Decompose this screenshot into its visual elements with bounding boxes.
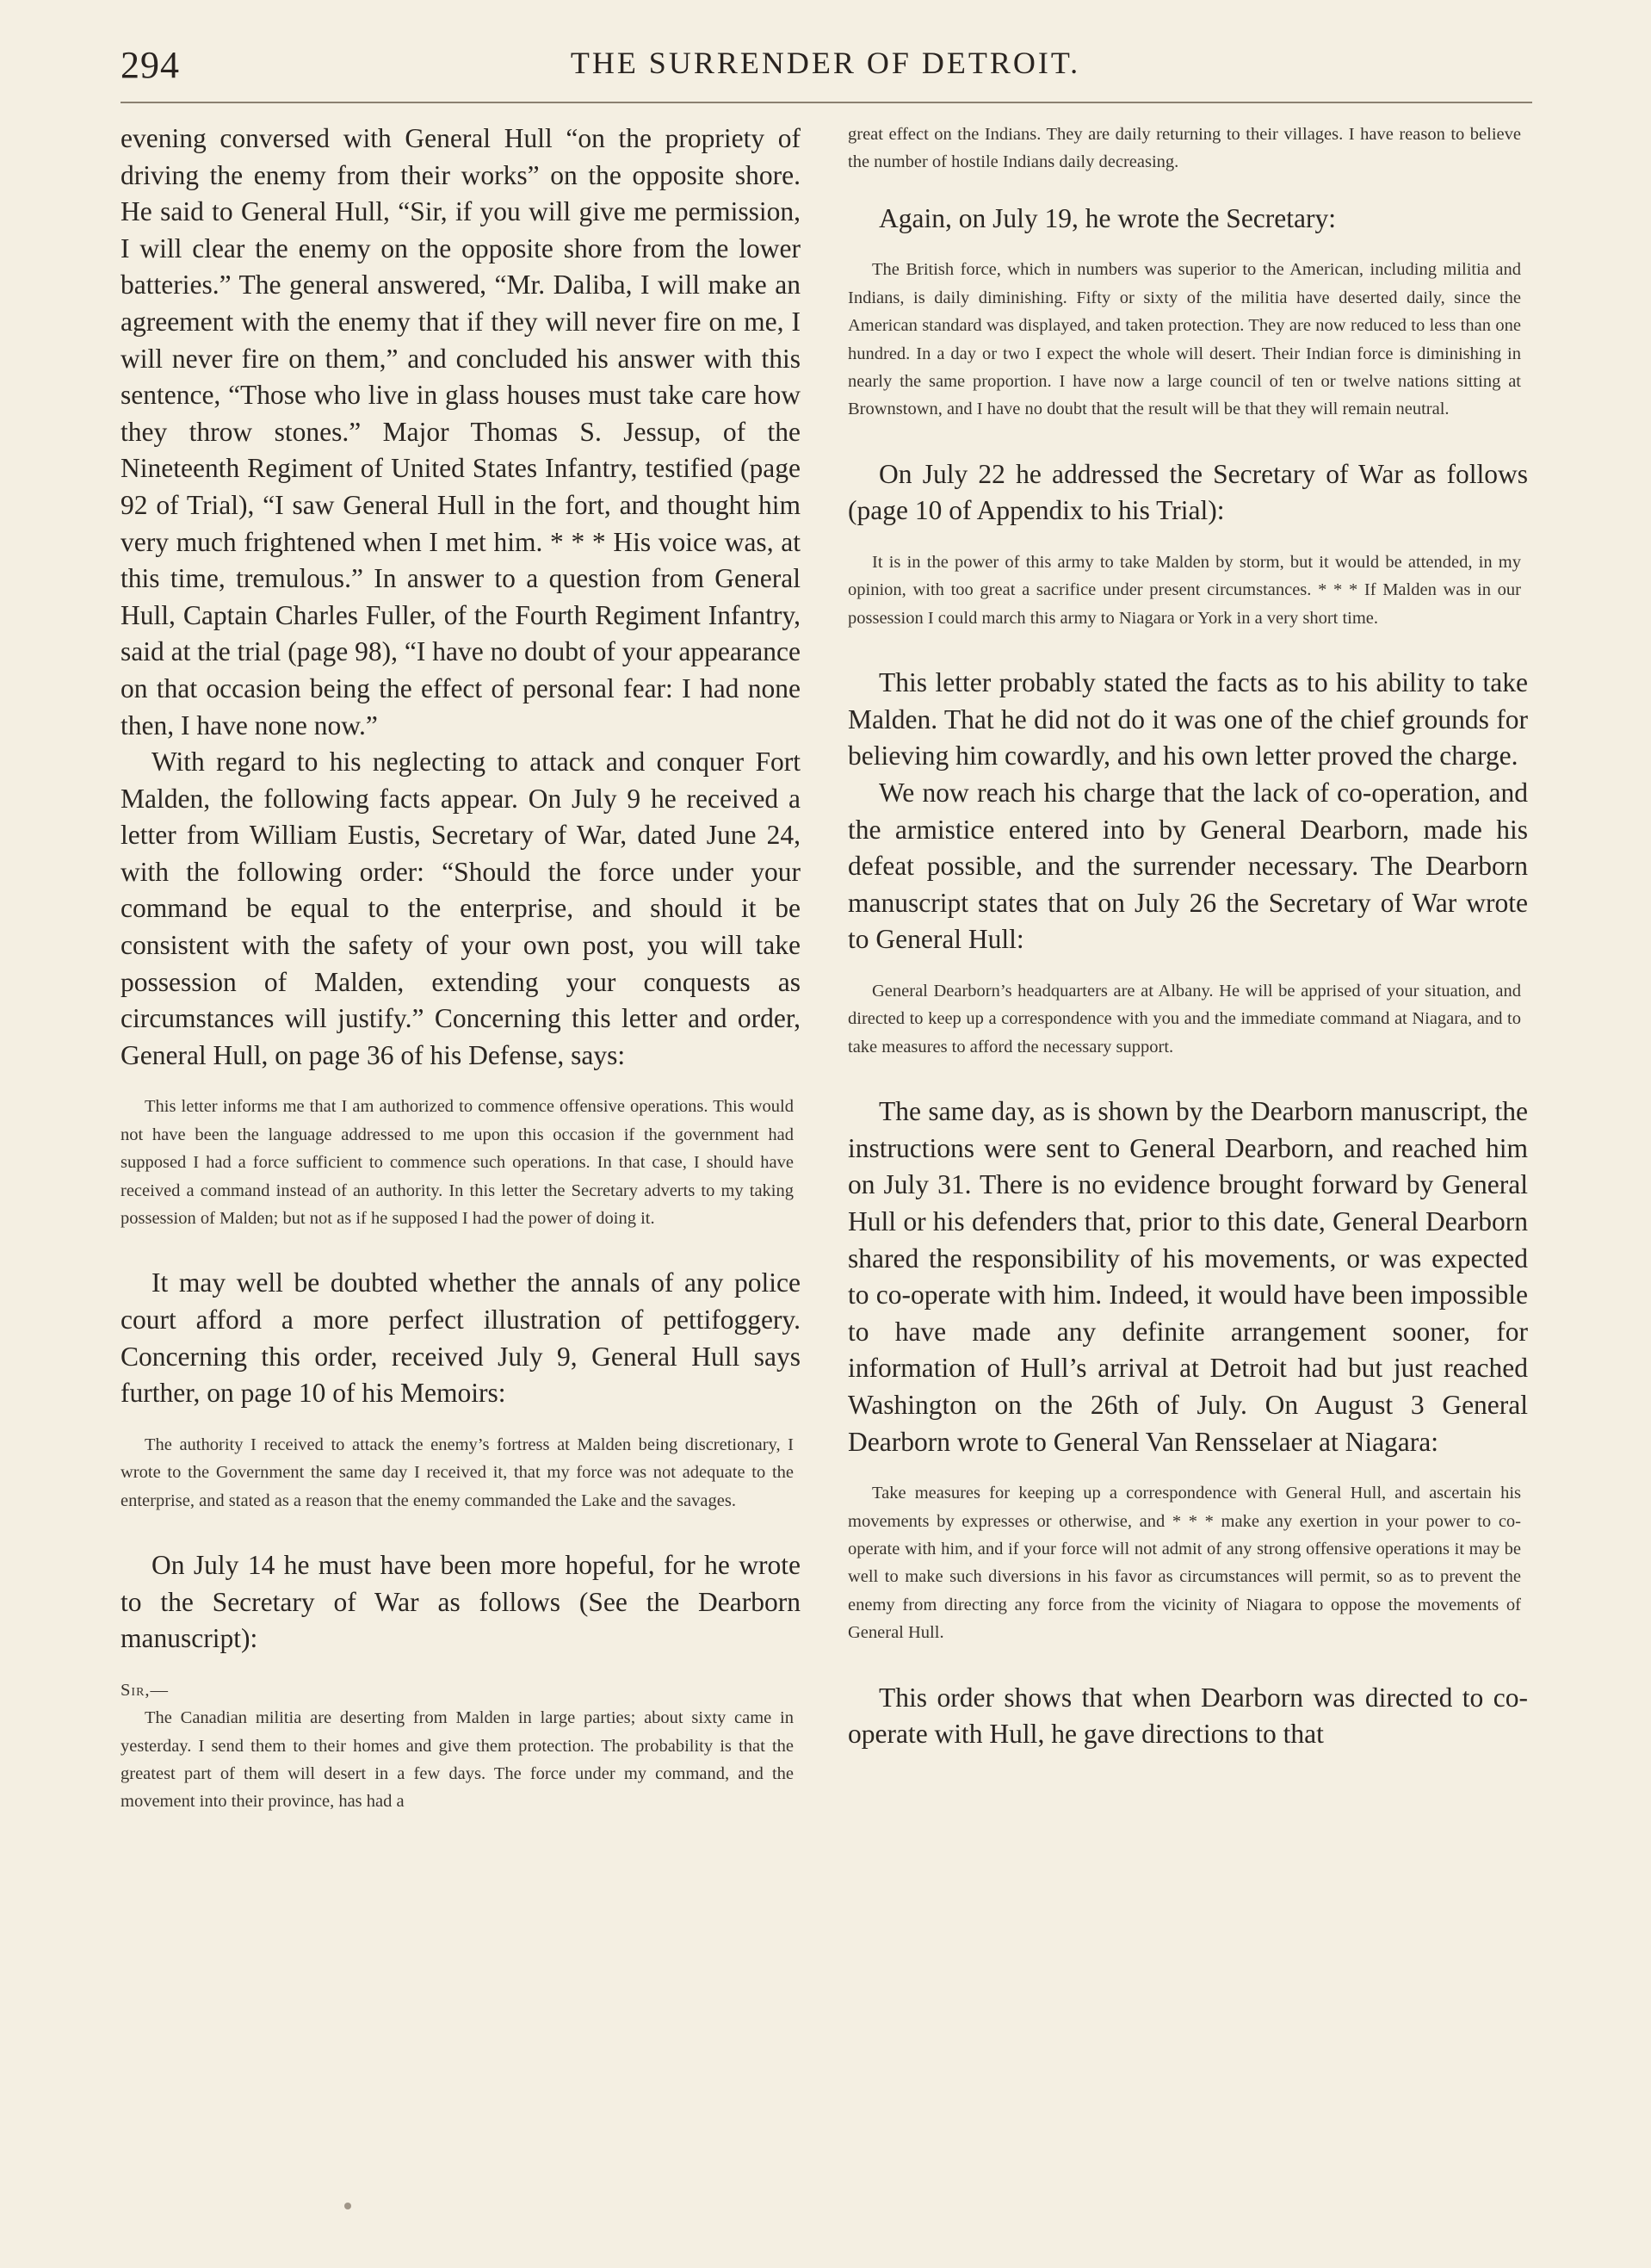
page-blemish [344,2203,351,2209]
paragraph: Again, on July 19, he wrote the Secretary: [879,202,1336,233]
paragraph: On July 22 he addressed the Secretary of War as follows (page 10 of Appendix to his Trial): [848,458,1528,526]
paragraph: This letter probably stated the facts as to his ability to take Malden. That he did not do it was one of the chief grounds for believing him cowardly, and his own letter proved the charge. [848,667,1528,771]
page-number: 294 [121,44,180,86]
right-column [848,121,1528,1753]
paragraph: The same day, as is shown by the Dearborn manuscript, the instructions were sent to General Dearborn, and reached him on July 31. There is no evidence brought forward by General Hull or his defenders that, prior to this date, General Dearborn shared the responsibility of his movements, or was expected to co-operate with him. Indeed, it would have been impossible to have made any definite arrangement sooner, for information of Hull’s arrival at Detroit had but just reached Washington on the 26th of July. On August 3 General Dearborn wrote to General Van Rensselaer at Niagara: [848,1096,1528,1457]
block-quote: The British force, which in numbers was superior to the American, including militia and Indians, is daily diminishing. Fifty or sixty of the militia have deserted daily, since the American standard was displayed, and taken protection. They are now reduced to less than one hundred. In a day or two I expect the whole will desert. Their Indian force is diminishing in nearly the same proportion. I have now a large council of ten or twelve nations sitting at Brownstown, and I have no doubt that the result will be that they will remain neutral. [848,260,1521,419]
block-quote: The authority I received to attack the enemy’s fortress at Malden being discretionary, I wrote to the Government the same day I received it, that my force was not adequate to the enterprise, and stated as a reason that the enemy commanded the Lake and the savages. [121,1435,794,1510]
block-quote: great effect on the Indians. They are daily returning to their villages. I have reason to believe the number of hostile Indians daily decreasing. [848,125,1521,172]
paragraph: It may well be doubted whether the annals of any police court afford a more perfect illustration of pettifoggery. Concerning this order, received July 9, General Hull says further, on page 10 of his Memoirs: [121,1267,801,1409]
block-quote: This letter informs me that I am authorized to commence offensive operations. This would not have been the language addressed to me upon this occasion if the government had supposed I had a force sufficient to commence such operations. In that case, I should have received a command instead of an authority. In this letter the Secretary adverts to my taking possession of Malden; but not as if he supposed I had the power of doing it. [121,1097,794,1229]
paragraph: evening conversed with General Hull “on the propriety of driving the enemy from their works” on the opposite shore. He said to General Hull, “Sir, if you will give me permission, I will clear the enemy on the opposite shore from the lower batteries.” The general answered, “Mr. Daliba, I will make an agreement with the enemy that if they will never fire on me, I will never fire on them,” and concluded his answer with this sentence, “Those who live in glass houses must take care how they throw stones.” Major Thomas S. Jessup, of the Nineteenth Regiment of United States Infantry, testified (page 92 of Trial), “I saw General Hull in the fort, and thought him very much frightened when I met him. * * * His voice was, at this time, tremulous.” In answer to a question from General Hull, Captain Charles Fuller, of the Fourth Regiment Infantry, said at the trial (page 98), “I have no doubt of your appearance on that occasion being the effect of personal fear: I had none then, I have none now.” [121,123,801,741]
paragraph: On July 14 he must have been more hopeful, for he wrote to the Secretary of War as follows (See the Dearborn manuscript): [121,1550,801,1654]
paragraph: With regard to his neglecting to attack and conquer Fort Malden, the following facts appear. On July 9 he received a letter from William Eustis, Secretary of War, dated June 24, with the following order: “Should the force under your command be equal to the enterprise, and should it be consistent with the safety of your own post, you will take possession of Malden, extending your conquests as circumstances will justify.” Concerning this letter and order, General Hull, on page 36 of his Defense, says: [121,747,801,1070]
block-quote: It is in the power of this army to take Malden by storm, but it would be attended, in my opinion, with too great a sacrifice under present circumstances. * * * If Malden was in our possession I could march this army to Niagara or York in a very short time. [848,553,1521,628]
letter-salutation: Sir,— [121,1680,170,1700]
block-quote: Take measures for keeping up a correspondence with General Hull, and ascertain his movements by expresses or otherwise, and * * * make any exertion in your power to co-operate with him, and if your force will not admit of any strong offensive operations it may be well to make such diversions in his favor as circumstances will permit, so as to prevent the enemy from directing any force from the vicinity of Niagara to oppose the movements of General Hull. [848,1484,1521,1643]
block-quote [121,1676,801,1816]
running-title: THE SURRENDER OF DETROIT. [570,46,1081,80]
left-column [121,121,801,1816]
letter-text: The Canadian militia are deserting from Malden in large parties; about sixty came in yesterday. I send them to their homes and give them protection. The probability is that the greatest part of them will desert in a few days. The force under my command, and the movement into their province, has had a [121,1708,794,1812]
paragraph: We now reach his charge that the lack of co-operation, and the armistice entered into by General Dearborn, made his defeat possible, and the surrender necessary. The Dearborn manuscript states that on July 26 the Secretary of War wrote to General Hull: [848,778,1528,955]
block-quote: General Dearborn’s headquarters are at Albany. He will be apprised of your situation, and directed to keep up a correspondence with you and the immediate command at Niagara, and to take measures to afford the necessary support. [848,982,1521,1057]
header-rule [121,102,1532,103]
paragraph: This order shows that when Dearborn was directed to co-operate with Hull, he gave directions to that [848,1682,1528,1750]
